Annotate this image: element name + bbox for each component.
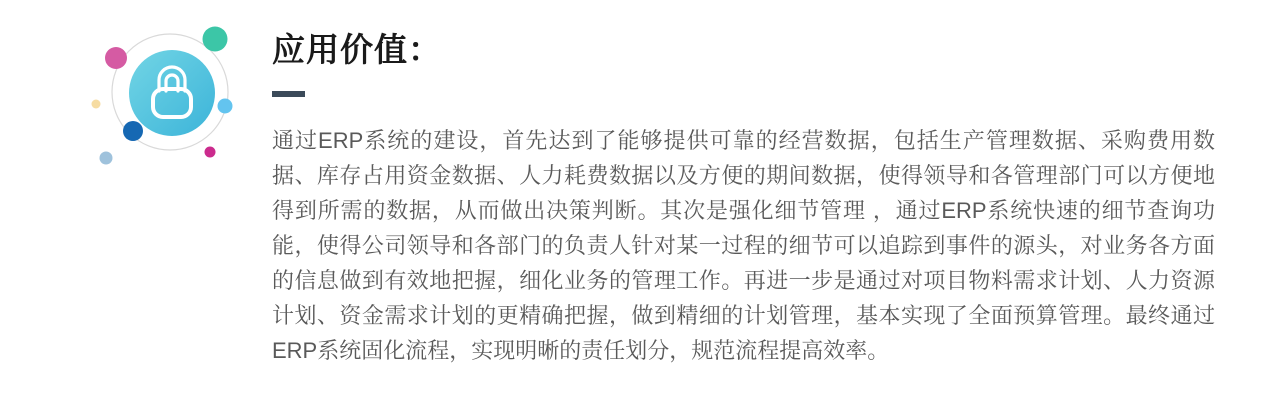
- dot-teal-icon: [203, 27, 228, 52]
- content-block: [272, 29, 1215, 368]
- body-paragraph: 通过ERP系统的建设，首先达到了能够提供可靠的经营数据，包括生产管理数据、采购费用数据、库存占用资金数据、人力耗费数据以及方便的期间数据，使得领导和各管理部门可以方便地得到所需的数据，从而做出决策判断。其次是强化细节管理 ，通过ERP系统快速的细节查询功能，使得公司领导和各部门的负责人针对某一过程的细节可以追踪到事件的源头，对业务各方面的信息做到有效地把握，细化业务的管理工作。再进一步是通过对项目物料需求计划、人力资源计划、资金需求计划的更精确把握，做到精细的计划管理，基本实现了全面预算管理。最终通过ERP系统固化流程，实现明晰的责任划分，规范流程提高效率。: [272, 128, 1215, 364]
- dot-magenta-icon: [105, 47, 127, 69]
- dot-steel-blue-icon: [100, 152, 113, 165]
- dot-dark-blue-icon: [123, 121, 143, 141]
- page-title: 应用价值：: [272, 31, 442, 68]
- dot-deep-pink-icon: [205, 147, 216, 158]
- title-accent-dash: [272, 91, 305, 97]
- lock-badge: [83, 6, 255, 182]
- lock-disc: [129, 50, 215, 136]
- dot-pale-yellow-icon: [92, 100, 101, 109]
- dot-light-blue-icon: [218, 99, 233, 114]
